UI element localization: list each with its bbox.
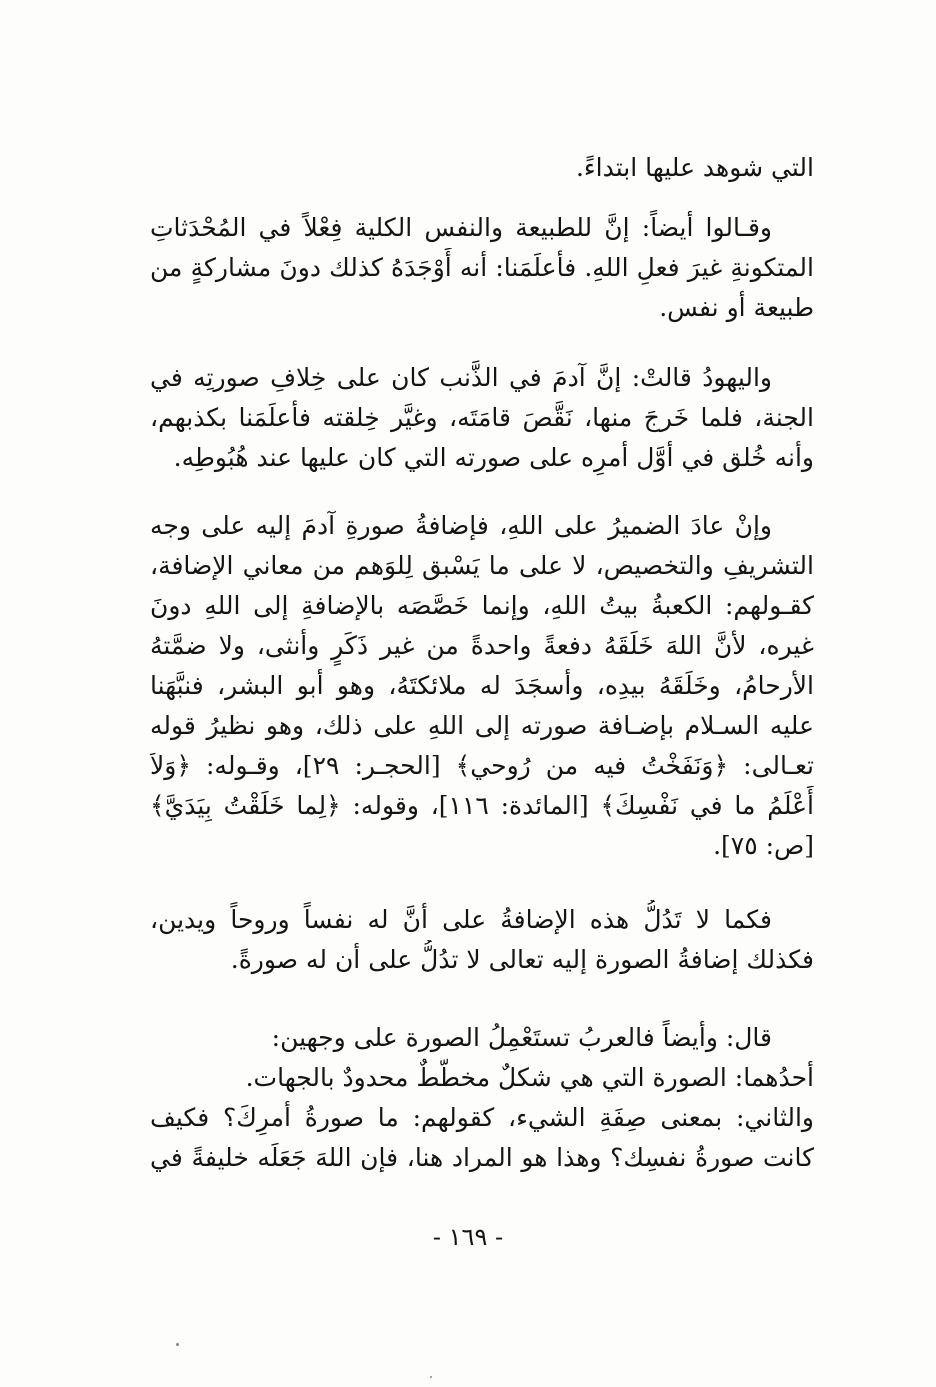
text-line: عليه السـلام بإضـافة صورته إلى اللهِ على ذلك، وهو نظيرُ قوله — [150, 711, 814, 740]
scan-speck — [430, 1376, 432, 1378]
text-line: أَعْلَمُ ما في نَفْسِكَ﴾ [المائدة: ١١٦]، وقوله: ﴿لِما خَلَقْتُ بِيَدَيَّ﴾ — [150, 791, 814, 820]
text-line: التشريفِ والتخصيص، لا على ما يَسْبق لِلوَهم من معاني الإضافة، — [150, 551, 814, 580]
text-line: قال: وأيضاً فالعربُ تستَعْمِلُ الصورة على وجهين: — [271, 1023, 772, 1052]
text-line: [ص: ٧٥]. — [713, 831, 814, 860]
paragraph-5 — [150, 900, 814, 980]
paragraph-2 — [150, 208, 814, 328]
text-line: أحدُهما: الصورة التي هي شكلٌ مخطَّطٌ محدودٌ بالجهات. — [245, 1063, 814, 1092]
text-line: واليهودُ قالتْ: إنَّ آدمَ في الذَّنب كان على خِلافِ صورتِه في — [150, 363, 772, 392]
text-line: فكما لا تَدُلُّ هذه الإضافةُ على أنَّ له نفساً وروحاً ويدين، — [150, 905, 772, 934]
text-line: كقـولهم: الكعبةُ بيتُ اللهِ، وإنما خَصَّصَه بالإضافةِ إلى اللهِ دونَ — [150, 591, 814, 620]
text-line: والثاني: بمعنى صِفَةِ الشيء، كقولهم: ما صورةُ أمرِكَ؟ فكيف — [150, 1103, 814, 1132]
paragraph-4 — [150, 506, 814, 866]
text-line: وأنه خُلق في أوَّل أمرِه على صورته التي كان عليها عند هُبُوطِه. — [173, 443, 814, 472]
paragraph-6 — [150, 1018, 814, 1178]
page-number: - ١٦٩ - — [432, 1223, 504, 1251]
text-line: طبيعة أو نفس. — [659, 293, 814, 322]
text-line: المتكونةِ غيرَ فعلِ اللهِ. فأعلَمَنا: أنه أَوْجَدَهُ كذلك دونَ مشاركةٍ من — [150, 253, 814, 282]
scan-speck — [176, 1343, 179, 1346]
text-line: وقـالوا أيضاً: إنَّ للطبيعة والنفس الكلية فِعْلاً في المُحْدَثاتِ — [150, 213, 772, 242]
paragraph-1 — [150, 148, 814, 188]
text-line: الأرحامُ، وخَلَقَهُ بيدِه، وأسجَدَ له ملائكتَهُ، وهو أبو البشر، فنبَّهَنا — [150, 671, 814, 700]
text-line: التي شوهد عليها ابتداءً. — [575, 153, 814, 182]
paragraph-3 — [150, 358, 814, 478]
text-line: الجنة، فلما خَرجَ منها، نَقَّصَ قامَتَه، وغيَّر خِلقته فأعلَمَنا بكذبهم، — [150, 403, 814, 432]
text-line: تعـالى: ﴿وَنَفَخْتُ فيه من رُوحي﴾ [الحجـر: ٢٩]، وقـوله: ﴿وَلاَ — [150, 751, 814, 780]
text-line: كانت صورةُ نفسِك؟ وهذا هو المراد هنا، فإن اللهَ جَعَلَه خليفةً في — [150, 1143, 814, 1172]
text-line: فكذلك إضافةُ الصورة إليه تعالى لا تدُلُّ على أن له صورةً. — [230, 945, 814, 974]
text-line: وإنْ عادَ الضميرُ على اللهِ، فإضافةُ صورةِ آدمَ إليه على وجه — [150, 511, 772, 540]
text-line: غيره، لأنَّ اللهَ خَلَقَهُ دفعةً واحدةً من غير ذَكَرٍ وأنثى، ولا ضمَّتهُ — [150, 631, 814, 660]
